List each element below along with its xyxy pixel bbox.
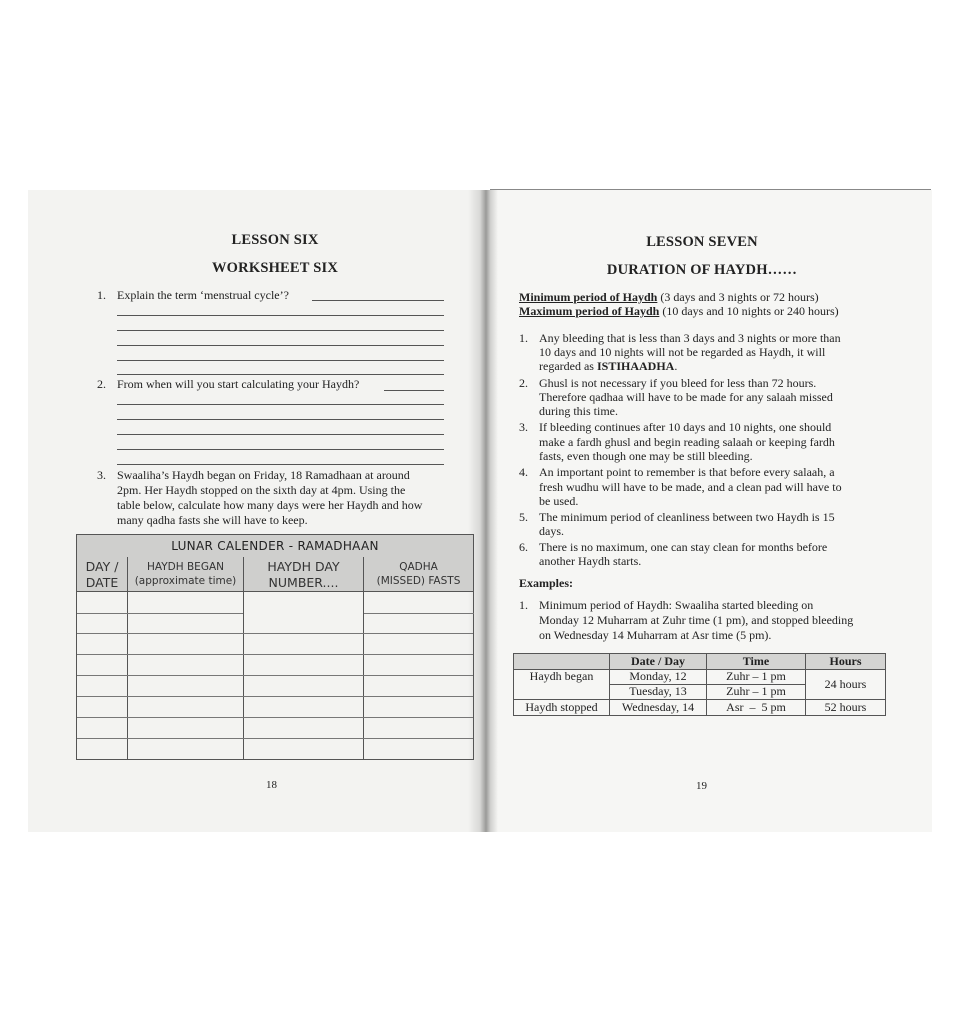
row-divider: [364, 613, 474, 614]
question-1-text: Explain the term ‘menstrual cycle’?: [117, 288, 289, 302]
maximum-period-label: Maximum period of Haydh: [519, 304, 660, 318]
example-1-line: on Wednesday 14 Muharram at Asr time (5 pm).: [539, 628, 772, 642]
point-5-number: 5.: [519, 510, 528, 524]
header-haydh-began: HAYDH BEGAN (approximate time): [128, 557, 244, 592]
point-6-line: There is no maximum, one can stay clean for months before: [539, 540, 828, 554]
row-label-haydh-stopped: Haydh stopped: [525, 700, 598, 714]
point-3-line: make a fardh ghusl and begin reading salaah or keeping fardh: [539, 435, 835, 449]
point-4-number: 4.: [519, 465, 528, 479]
worksheet-six-heading: WORKSHEET SIX: [211, 260, 339, 276]
answer-line: [117, 374, 444, 375]
maximum-period-text: (10 days and 10 nights or 240 hours): [659, 304, 839, 318]
lesson-seven-heading: LESSON SEVEN: [646, 234, 758, 250]
header-qadha-fasts: QADHA (MISSED) FASTS: [364, 557, 473, 592]
answer-line: [312, 300, 444, 301]
answer-line: [117, 345, 444, 346]
point-1-line: regarded as ISTIHAADHA.: [539, 359, 678, 373]
point-4-line: fresh wudhu will have to be made, and a clean pad will have to: [539, 480, 842, 494]
maximum-period-line: [519, 304, 839, 319]
minimum-period-text: (3 days and 3 nights or 72 hours): [657, 290, 819, 304]
question-2-text: From when will you start calculating your Haydh?: [117, 377, 360, 391]
point-1-line: Any bleeding that is less than 3 days and 3 nights or more than: [539, 331, 841, 345]
answer-line: [117, 449, 444, 450]
cell-date: Tuesday, 13: [629, 684, 687, 698]
point-3-number: 3.: [519, 420, 528, 434]
minimum-period-label: Minimum period of Haydh: [519, 290, 658, 304]
cell-date: Wednesday, 14: [621, 700, 695, 714]
question-2-number: 2.: [97, 377, 106, 391]
page-number-left: 18: [266, 779, 277, 791]
point-1-number: 1.: [519, 331, 528, 345]
row-divider: [77, 696, 473, 697]
lunar-table-caption: LUNAR CALENDER - RAMADHAAN: [77, 535, 473, 558]
row-divider: [77, 675, 473, 676]
minimum-period-line: [519, 290, 819, 305]
example-1-line: Monday 12 Muharram at Zuhr time (1 pm), and stopped bleeding: [539, 613, 854, 627]
point-5-line: The minimum period of cleanliness between two Haydh is 15: [539, 510, 835, 524]
point-5-line: days.: [539, 524, 564, 538]
row-divider: [77, 654, 473, 655]
question-3-number: 3.: [97, 468, 106, 482]
point-2-line: Ghusl is not necessary if you bleed for less than 72 hours.: [539, 376, 817, 390]
point-2-line: Therefore qadhaa will have to be made for any salaah missed: [539, 390, 833, 404]
cell-hours-merged: 24 hours: [824, 677, 867, 691]
row-divider: [77, 633, 473, 634]
point-2-line: during this time.: [539, 404, 618, 418]
row-divider: [77, 738, 473, 739]
row-divider: [77, 717, 473, 718]
header-date-day: Date / Day: [631, 654, 685, 668]
top-edge-line: [490, 189, 931, 190]
cell-date: Monday, 12: [629, 669, 687, 683]
question-3-line: table below, calculate how many days were her Haydh and how: [117, 498, 423, 512]
point-3-line: fasts, even though one may be still bleeding.: [539, 449, 753, 463]
header-hours: Hours: [829, 654, 862, 668]
question-1-number: 1.: [97, 288, 106, 302]
answer-line: [117, 419, 444, 420]
lunar-calendar-table: [76, 534, 474, 760]
answer-line: [117, 330, 444, 331]
cell-time: Zuhr – 1 pm: [726, 684, 786, 698]
point-1-line: 10 days and 10 nights will not be regarded as Haydh, it will: [539, 345, 826, 359]
example-1-line: Minimum period of Haydh: Swaaliha started bleeding on: [539, 598, 814, 612]
answer-line: [384, 390, 444, 391]
question-3-line: 2pm. Her Haydh stopped on the sixth day at 4pm. Using the: [117, 483, 406, 497]
answer-line: [117, 360, 444, 361]
cell-time: Asr – 5 pm: [726, 700, 786, 714]
row-label-haydh-began: Haydh began: [529, 669, 594, 683]
header-haydh-day-number: HAYDH DAY NUMBER....: [244, 557, 364, 592]
answer-line: [117, 464, 444, 465]
duration-of-haydh-heading: DURATION OF HAYDH……: [606, 262, 798, 278]
lesson-six-heading: LESSON SIX: [231, 232, 319, 248]
header-time: Time: [742, 654, 770, 668]
point-6-number: 6.: [519, 540, 528, 554]
cell-hours: 52 hours: [824, 700, 867, 714]
question-3-line: Swaaliha’s Haydh began on Friday, 18 Ramadhaan at around: [117, 468, 410, 482]
answer-line: [117, 404, 444, 405]
cell-time: Zuhr – 1 pm: [726, 669, 786, 683]
point-6-line: another Haydh starts.: [539, 554, 642, 568]
answer-line: [117, 434, 444, 435]
point-3-line: If bleeding continues after 10 days and 10 nights, one should: [539, 420, 832, 434]
row-divider: [77, 613, 243, 614]
example-1-number: 1.: [519, 598, 528, 612]
point-2-number: 2.: [519, 376, 528, 390]
answer-line: [117, 315, 444, 316]
header-day-date: DAY / DATE: [77, 557, 128, 592]
istihaadha-term: ISTIHAADHA: [596, 359, 675, 373]
point-4-line: An important point to remember is that before every salaah, a: [539, 465, 835, 479]
point-4-line: be used.: [539, 494, 579, 508]
question-3-line: many qadha fasts she will have to keep.: [117, 513, 308, 527]
examples-label: Examples:: [519, 576, 573, 590]
page-number-right: 19: [696, 780, 707, 792]
example-table: [513, 653, 886, 716]
